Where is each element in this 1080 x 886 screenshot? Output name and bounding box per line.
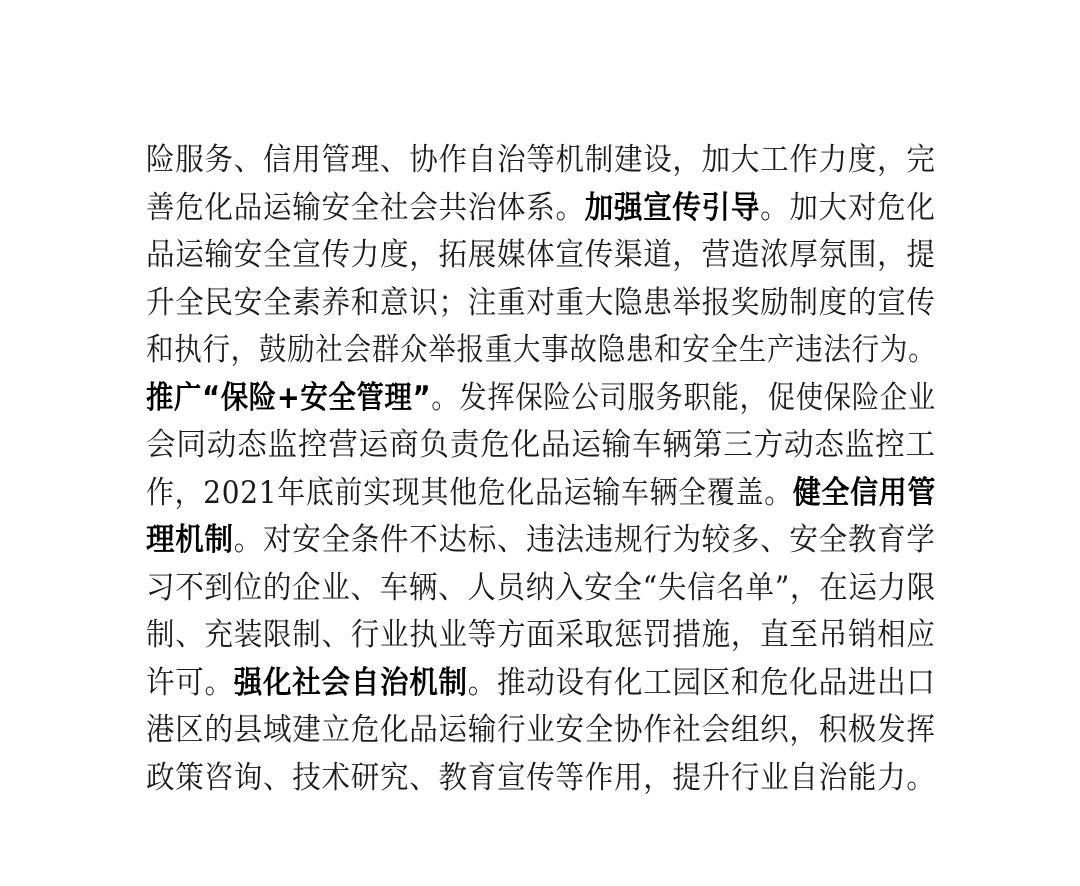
text-line [146, 470, 937, 518]
bold-heading-run: 健全信用管 [792, 474, 937, 511]
text-line [146, 137, 936, 185]
text-run: 政策咨询、技术研究、教育宣传等作用，提升行业自治能力。 [146, 759, 936, 796]
text-run: 善危化品运输安全社会共治体系。 [146, 189, 585, 226]
text-run: 习不到位的企业、车辆、人员纳入安全“失信名单”，在运力限 [146, 569, 937, 606]
text-line [146, 280, 936, 328]
text-run: 港区的县域建立危化品运输行业安全协作社会组织，积极发挥 [146, 712, 936, 748]
text-line [146, 422, 936, 470]
text-run: 制、充装限制、行业执业等方面采取惩罚措施，直至吊销相应 [146, 617, 936, 653]
text-run: 会同动态监控营运商负责危化品运输车辆第三方动态监控工 [146, 427, 936, 463]
text-run: 许可。 [146, 664, 234, 701]
bold-heading-run: 推广“保险+安全管理” [146, 379, 432, 416]
text-run: 升全民安全素养和意识；注重对重大隐患举报奖励制度的宣传 [146, 284, 936, 321]
text-line [146, 755, 936, 803]
text-line [146, 612, 936, 660]
text-line [146, 565, 937, 613]
text-line [146, 375, 936, 423]
text-line [146, 185, 936, 233]
text-run: 作，2021年底前实现其他危化品运输车辆全覆盖。 [146, 474, 793, 511]
text-line [146, 660, 936, 708]
text-run: 险服务、信用管理、协作自治等机制建设，加大工作力度，完 [146, 142, 936, 178]
text-run: 和执行，鼓励社会群众举报重大事故隐患和安全生产违法行为。 [146, 332, 937, 368]
body-paragraph [146, 137, 946, 802]
bold-heading-run: 理机制 [146, 522, 234, 558]
text-line [146, 707, 936, 755]
text-run: 。加大对危化 [760, 189, 936, 226]
text-line [146, 517, 936, 565]
bold-heading-run: 加强宣传引导 [584, 189, 761, 226]
text-run: 。推动设有化工园区和危化品进出口 [467, 664, 936, 701]
text-line [146, 232, 936, 280]
bold-heading-run: 强化社会自治机制 [233, 664, 468, 701]
text-run: 。对安全条件不达标、违法违规行为较多、安全教育学 [233, 522, 936, 558]
text-run: 。发挥保险公司服务职能，促使保险企业 [431, 379, 936, 416]
text-run: 品运输安全宣传力度，拓展媒体宣传渠道，营造浓厚氛围，提 [146, 237, 936, 273]
text-line [146, 327, 937, 375]
